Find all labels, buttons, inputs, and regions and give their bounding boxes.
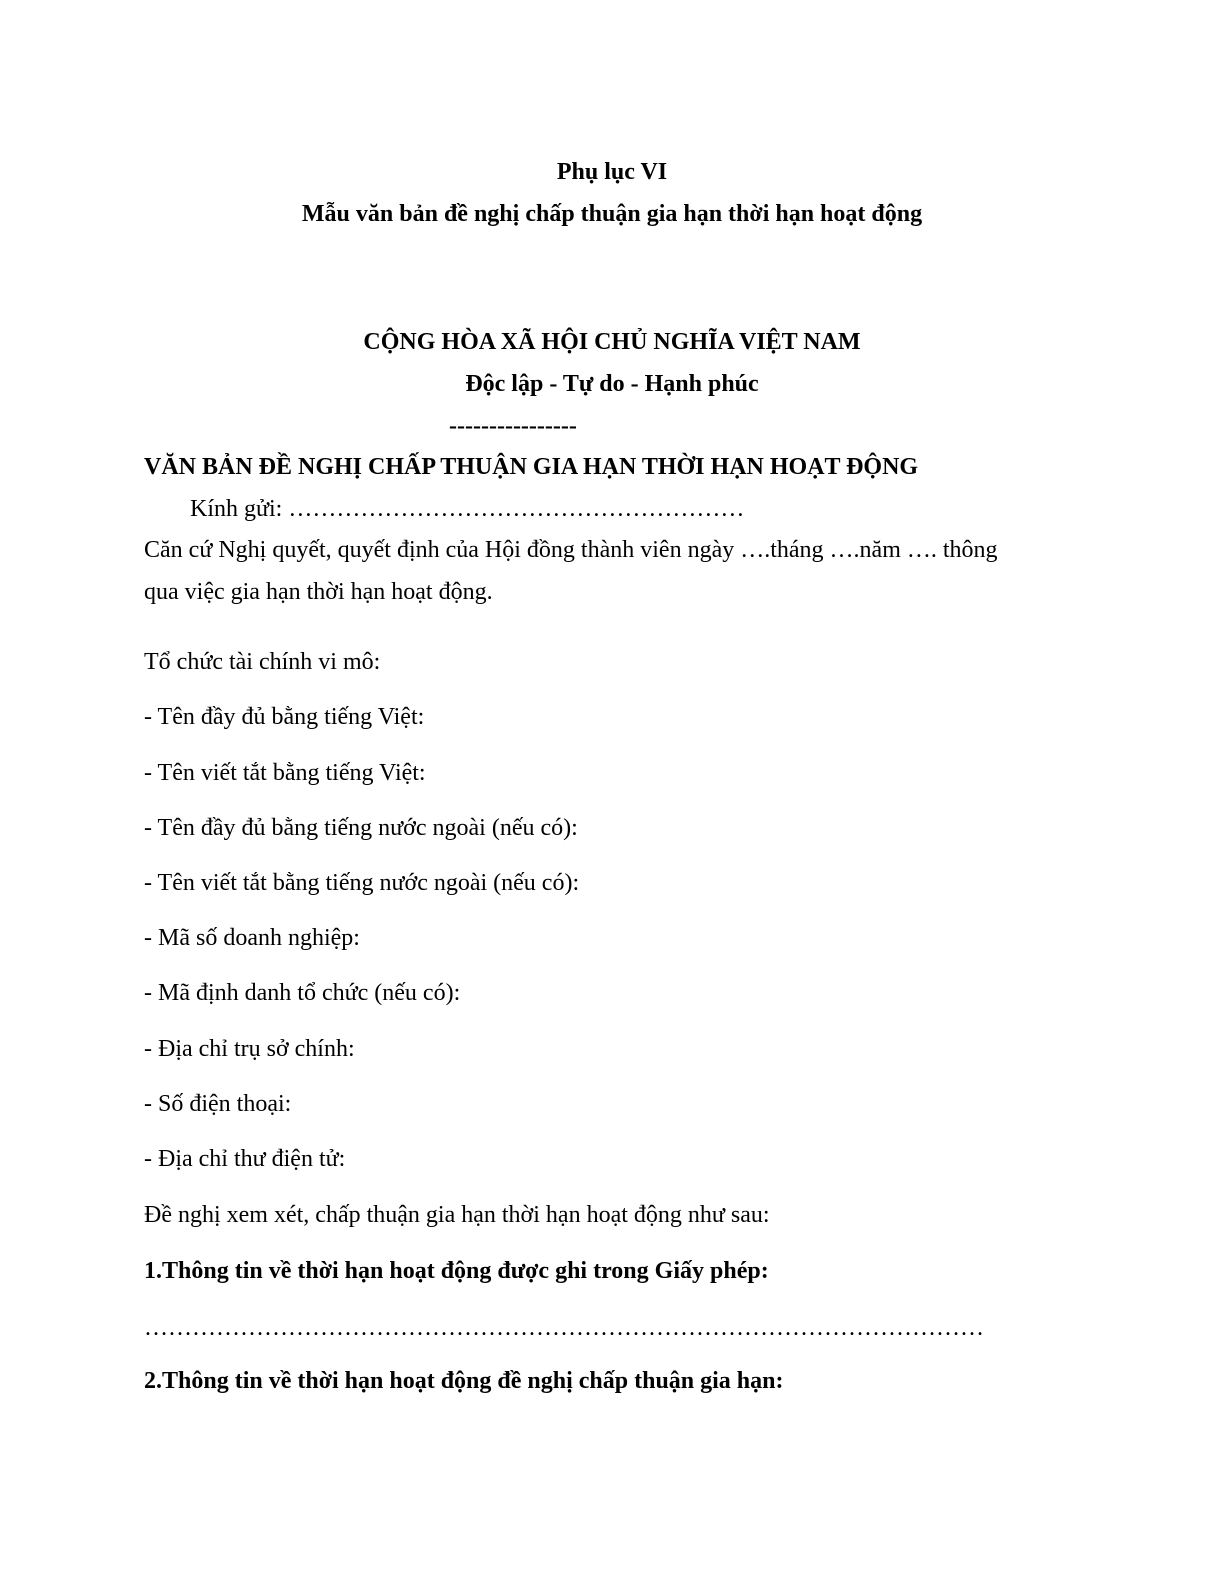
recipient-line: Kính gửi: ………………………………………………… — [190, 496, 745, 522]
basis-line-2: qua việc gia hạn thời hạn hoạt động. — [144, 579, 493, 605]
basis-line-1: Căn cứ Nghị quyết, quyết định của Hội đồng thành viên ngày ….tháng ….năm …. thông — [144, 537, 998, 563]
field-full-name-foreign: - Tên đầy đủ bằng tiếng nước ngoài (nếu có): — [144, 815, 578, 841]
appendix-title: Phụ lục VI — [556, 159, 668, 185]
document-title: VĂN BẢN ĐỀ NGHỊ CHẤP THUẬN GIA HẠN THỜI HẠN HOẠT ĐỘNG — [144, 454, 919, 480]
field-phone: - Số điện thoại: — [144, 1091, 292, 1117]
header-separator: ---------------- — [449, 413, 577, 439]
section-1-title: 1.Thông tin về thời hạn hoạt động được ghi trong Giấy phép: — [144, 1258, 769, 1284]
appendix-subtitle: Mẫu văn bản đề nghị chấp thuận gia hạn thời hạn hoạt động — [301, 201, 923, 227]
field-business-code: - Mã số doanh nghiệp: — [144, 925, 360, 951]
country-name: CỘNG HÒA XÃ HỘI CHỦ NGHĨA VIỆT NAM — [363, 329, 861, 355]
field-email: - Địa chỉ thư điện tử: — [144, 1146, 346, 1172]
section-2-title: 2.Thông tin về thời hạn hoạt động đề nghị chấp thuận gia hạn: — [144, 1368, 784, 1394]
national-motto: Độc lập - Tự do - Hạnh phúc — [465, 371, 759, 397]
field-head-office-address: - Địa chỉ trụ sở chính: — [144, 1036, 355, 1062]
section-1-dots: …………………………………………………………………………………………… — [144, 1315, 984, 1341]
field-short-name-foreign: - Tên viết tắt bằng tiếng nước ngoài (nếu có): — [144, 870, 580, 896]
field-org-id: - Mã định danh tổ chức (nếu có): — [144, 980, 461, 1006]
field-full-name-vi: - Tên đầy đủ bằng tiếng Việt: — [144, 704, 425, 730]
organization-heading: Tổ chức tài chính vi mô: — [144, 649, 381, 675]
field-short-name-vi: - Tên viết tắt bằng tiếng Việt: — [144, 760, 426, 786]
request-intro: Đề nghị xem xét, chấp thuận gia hạn thời hạn hoạt động như sau: — [144, 1202, 770, 1228]
